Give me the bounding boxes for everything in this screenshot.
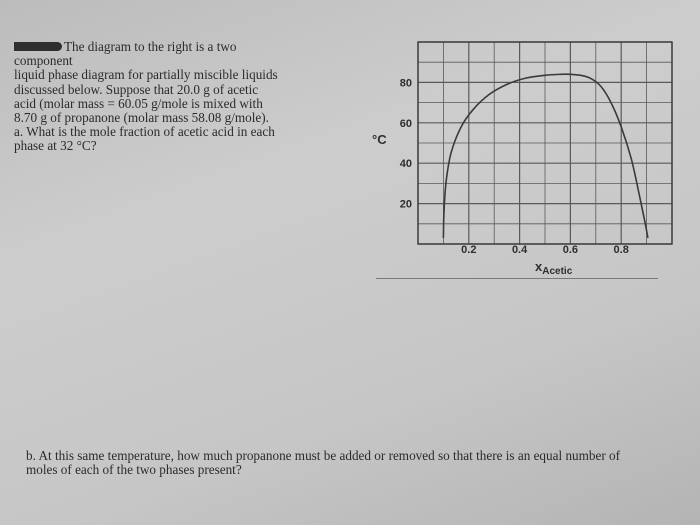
question-a-line-6: 8.70 g of propanone (molar mass 58.08 g/mole). — [14, 110, 269, 126]
x-tick-label: 0.6 — [562, 244, 579, 256]
y-tick-label: 40 — [399, 158, 412, 171]
x-tick-label: 0.8 — [613, 244, 629, 256]
x-tick-label: 0.4 — [511, 244, 528, 256]
question-a-line-3: liquid phase diagram for partially miscible liquids — [14, 67, 278, 83]
chart-curves — [443, 74, 648, 238]
x-axis-label-main: x — [535, 259, 543, 274]
answer-underline — [376, 278, 658, 279]
question-a-line-2: component — [14, 53, 73, 69]
y-tick-labels — [400, 77, 412, 210]
question-a-line-7: a. What is the mole fraction of acetic acid in each — [14, 124, 275, 140]
x-axis-label-sub: Acetic — [542, 266, 573, 277]
x-axis-label — [535, 259, 573, 277]
x-tick-label: 0.2 — [461, 244, 477, 256]
question-b — [26, 449, 686, 477]
coexistence-curve — [443, 74, 648, 238]
question-a-line-1-text: The diagram to the right is a two — [64, 39, 237, 54]
question-a-line-4: discussed below. Suppose that 20.0 g of acetic — [14, 81, 259, 97]
y-tick-label: 20 — [399, 198, 412, 211]
x-tick-labels — [461, 244, 629, 256]
question-a-line-8: phase at 32 °C? — [14, 138, 97, 154]
question-a-line-5: acid (molar mass = 60.05 g/mole is mixed with — [14, 95, 263, 111]
question-b-line-1: b. At this same temperature, how much propanone must be added or removed so that there is an equal number of — [26, 448, 621, 463]
y-tick-label: 60 — [399, 117, 412, 130]
y-tick-label: 80 — [399, 77, 412, 90]
question-b-line-2: moles of each of the two phases present? — [26, 462, 242, 478]
y-axis-label: °C — [372, 132, 387, 147]
chart-grid — [418, 42, 672, 244]
